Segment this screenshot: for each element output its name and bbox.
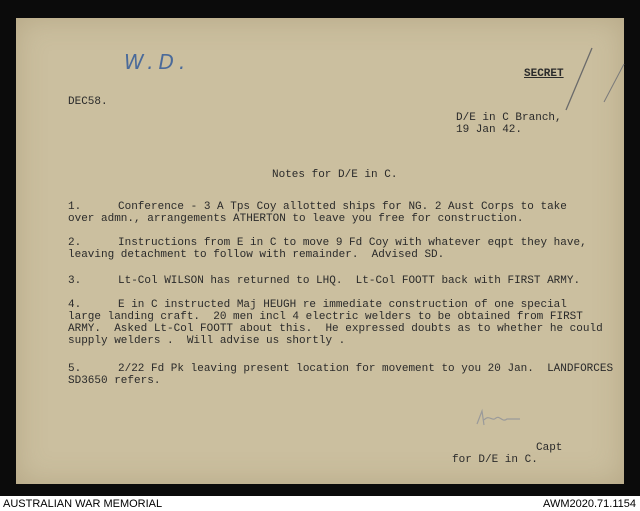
from-date: 19 Jan 42. <box>456 124 523 136</box>
item-text-line: E in C instructed Maj HEUGH re immediate construction of one special <box>118 299 567 311</box>
signature-for: for D/E in C. <box>452 454 538 466</box>
classification-label: SECRET <box>524 68 564 80</box>
item-text-line: Conference - 3 A Tps Coy allotted ships for NG. 2 Aust Corps to take <box>118 201 567 213</box>
pencil-mark-icon <box>556 44 626 114</box>
item-number: 5. <box>68 363 82 375</box>
from-branch: D/E in C Branch, <box>456 112 562 124</box>
document-page <box>16 18 624 484</box>
footer-accession-number: AWM2020.71.1154 <box>543 498 636 510</box>
reference-number: DEC58. <box>68 96 108 108</box>
item-text-line: supply welders . Will advise us shortly . <box>68 335 346 347</box>
item-text-line: ARMY. Asked Lt-Col FOOTT about this. He expressed doubts as to whether he could <box>68 323 603 335</box>
item-number: 1. <box>68 201 82 213</box>
item-number: 3. <box>68 275 82 287</box>
footer-institution: AUSTRALIAN WAR MEMORIAL <box>3 498 163 510</box>
item-text-line: Instructions from E in C to move 9 Fd Coy with whatever eqpt they have, <box>118 237 587 249</box>
item-text-line: over admn., arrangements ATHERTON to leave you free for construction. <box>68 213 524 225</box>
item-text-line: 2/22 Fd Pk leaving present location for movement to you 20 Jan. LANDFORCES <box>118 363 614 375</box>
archive-footer <box>0 497 640 511</box>
handwritten-annotation: W.D. <box>124 50 191 74</box>
item-text-line: Lt-Col WILSON has returned to LHQ. Lt-Col FOOTT back with FIRST ARMY. <box>118 275 581 287</box>
document-title: Notes for D/E in C. <box>272 169 398 181</box>
item-text-line: leaving detachment to follow with remainder. Advised SD. <box>68 249 445 261</box>
signature-rank: Capt <box>536 442 563 454</box>
item-text-line: large landing craft. 20 men incl 4 electric welders to be obtained from FIRST <box>68 311 583 323</box>
signature-scribble-icon <box>474 408 524 430</box>
item-number: 4. <box>68 299 82 311</box>
item-number: 2. <box>68 237 82 249</box>
item-text-line: SD3650 refers. <box>68 375 161 387</box>
